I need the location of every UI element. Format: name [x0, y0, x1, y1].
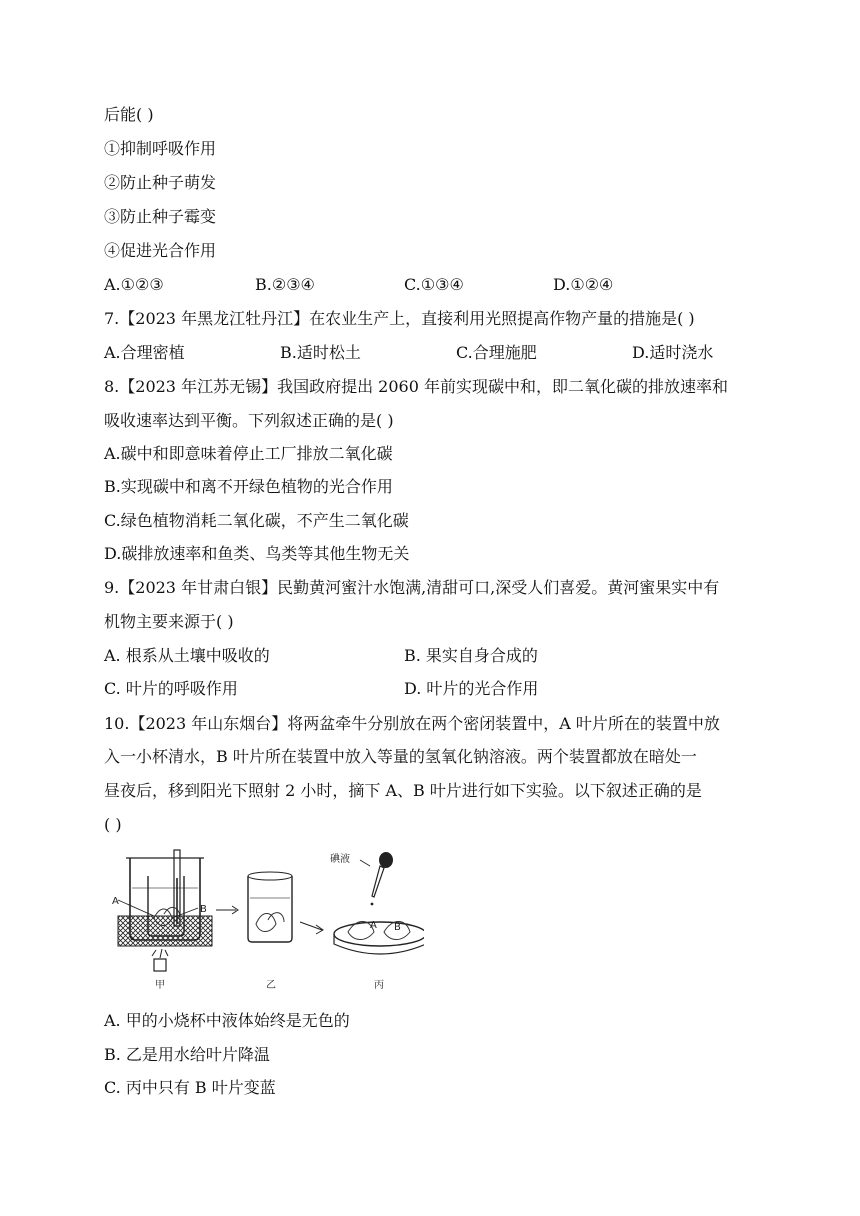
q6-item-2: ②防止种子萌发	[104, 173, 217, 192]
q7-option-a: A.合理密植	[104, 343, 185, 362]
q10-option-a: A. 甲的小烧杯中液体始终是无色的	[104, 1011, 350, 1030]
label-b: B	[200, 904, 207, 915]
q9-stem-line-1: 9.【2023 年甘肃白银】民勤黄河蜜汁水饱满,清甜可口,深受人们喜爱。黄河蜜果实中有	[104, 578, 720, 597]
label-iodine: 碘液	[330, 854, 350, 865]
q9-option-a: A. 根系从土壤中吸收的	[104, 646, 270, 665]
q8-option-b: B.实现碳中和离不开绿色植物的光合作用	[104, 477, 393, 496]
q10-stem-line-2: 入一小杯清水，B 叶片所在装置中放入等量的氢氧化钠溶液。两个装置都放在暗处一	[104, 747, 697, 766]
q9-option-b: B. 果实自身合成的	[404, 646, 538, 665]
leaf-in-water	[256, 914, 276, 932]
q8-stem-line-1: 8.【2023 年江苏无锡】我国政府提出 2060 年前实现碳中和，即二氧化碳的排放速率和	[104, 377, 728, 396]
apparatus-bing	[330, 852, 424, 991]
q7-option-c: C.合理施肥	[456, 343, 537, 362]
dish-label-b: B	[394, 922, 401, 933]
q9-stem-line-2: 机物主要来源于( )	[104, 612, 234, 631]
q6-stem-tail: 后能( )	[104, 105, 154, 124]
label-bing: 丙	[374, 980, 384, 991]
q9-option-d: D. 叶片的光合作用	[404, 679, 539, 698]
q6-option-a: A.①②③	[104, 275, 164, 294]
q6-item-4: ④促进光合作用	[104, 241, 217, 260]
q7-option-b: B.适时松土	[280, 343, 361, 362]
q7-option-d: D.适时浇水	[632, 343, 714, 362]
q9-option-c: C. 叶片的呼吸作用	[104, 679, 238, 698]
q10-option-b: B. 乙是用水给叶片降温	[104, 1045, 270, 1064]
label-a: A	[112, 896, 119, 907]
q7-stem: 7.【2023 年黑龙江牡丹江】在农业生产上，直接利用光照提高作物产量的措施是( )	[104, 309, 695, 328]
q6-item-1: ①抑制呼吸作用	[104, 139, 217, 158]
q10-stem-line-4: ( )	[104, 815, 122, 834]
beaker-yi	[248, 876, 292, 942]
q6-item-3: ③防止种子霉变	[104, 207, 217, 226]
dish-label-a: A	[370, 920, 377, 931]
q10-option-c: C. 丙中只有 B 叶片变蓝	[104, 1078, 276, 1097]
label-yi: 乙	[266, 980, 276, 991]
q10-stem-line-1: 10.【2023 年山东烟台】将两盆牵牛分别放在两个密闭装置中，A 叶片所在的装置中放	[104, 714, 720, 733]
alcohol-lamp	[154, 959, 166, 971]
dropper-bulb	[379, 852, 393, 868]
q8-option-a: A.碳中和即意味着停止工厂排放二氧化碳	[104, 444, 393, 463]
q6-option-c: C.①③④	[404, 275, 464, 294]
apparatus-yi	[248, 872, 292, 991]
q6-option-d: D.①②④	[553, 275, 614, 294]
q8-option-d: D.碳排放速率和鱼类、鸟类等其他生物无关	[104, 544, 410, 563]
experiment-figure	[108, 848, 424, 998]
flame	[152, 949, 168, 958]
q6-option-b: B.②③④	[255, 275, 315, 294]
q8-option-c: C.绿色植物消耗二氧化碳，不产生二氧化碳	[104, 511, 409, 530]
dropper-tube	[372, 866, 384, 897]
apparatus-jia	[112, 850, 212, 991]
q10-stem-line-3: 昼夜后，移到阳光下照射 2 小时，摘下 A、B 叶片进行如下实验。以下叙述正确的是	[104, 781, 702, 800]
wire-gauze	[118, 916, 212, 946]
q8-stem-line-2: 吸收速率达到平衡。下列叙述正确的是( )	[104, 411, 394, 430]
petri-dish	[334, 922, 424, 946]
label-jia: 甲	[155, 980, 165, 991]
